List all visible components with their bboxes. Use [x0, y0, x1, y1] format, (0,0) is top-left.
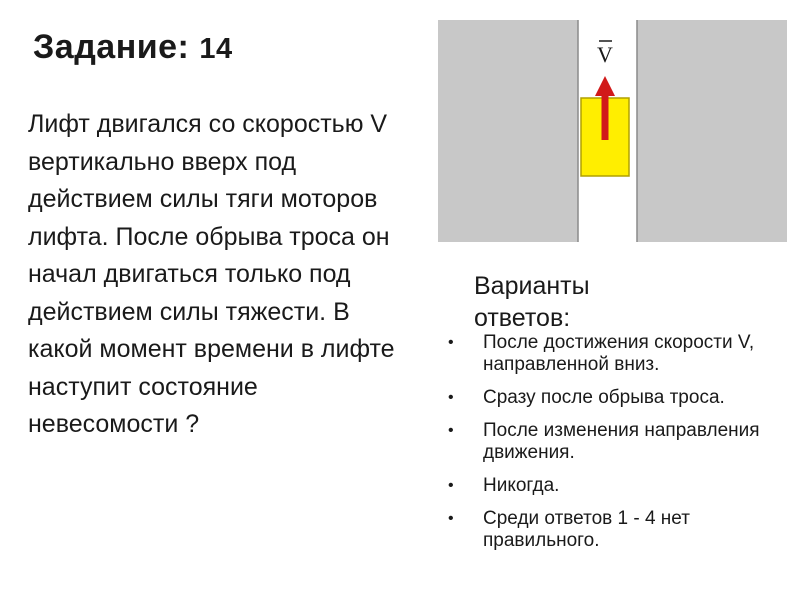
task-title — [33, 28, 233, 67]
velocity-arrow-head — [595, 76, 615, 96]
answer-option: • Сразу после обрыва троса. — [448, 387, 725, 408]
elevator-figure — [438, 20, 787, 242]
problem-text: Лифт двигался со скоростью V вертикально вверх под действием силы тяги моторов лифта. После обрыва троса он начал двигаться только под действием силы тяжести. В какой момент времени в лифте наступит состояние невесомости ? — [28, 110, 395, 438]
answer-text: После достижения скорости V, направленной вниз. — [483, 332, 755, 375]
answer-text: Сразу после обрыва троса. — [483, 387, 725, 408]
shaft-wall-right — [637, 20, 787, 242]
answer-text: Среди ответов 1 - 4 нет правильного. — [483, 508, 690, 551]
shaft-wall-left — [438, 20, 578, 242]
task-number: 14 — [199, 33, 233, 65]
answer-option: • Никогда. — [448, 475, 560, 496]
answer-text: Никогда. — [483, 475, 560, 496]
answer-text: После изменения направления движения. — [483, 420, 760, 463]
velocity-label: V — [597, 42, 613, 67]
answers-list — [448, 332, 788, 563]
answers-title: Варианты ответов: — [474, 272, 590, 332]
answer-option: • После изменения направления движения. — [448, 420, 760, 463]
answer-option: • После достижения скорости V, направленной вниз. — [448, 332, 755, 375]
answer-option: • Среди ответов 1 - 4 нет правильного. — [448, 508, 690, 551]
task-label: Задание: — [33, 28, 190, 66]
